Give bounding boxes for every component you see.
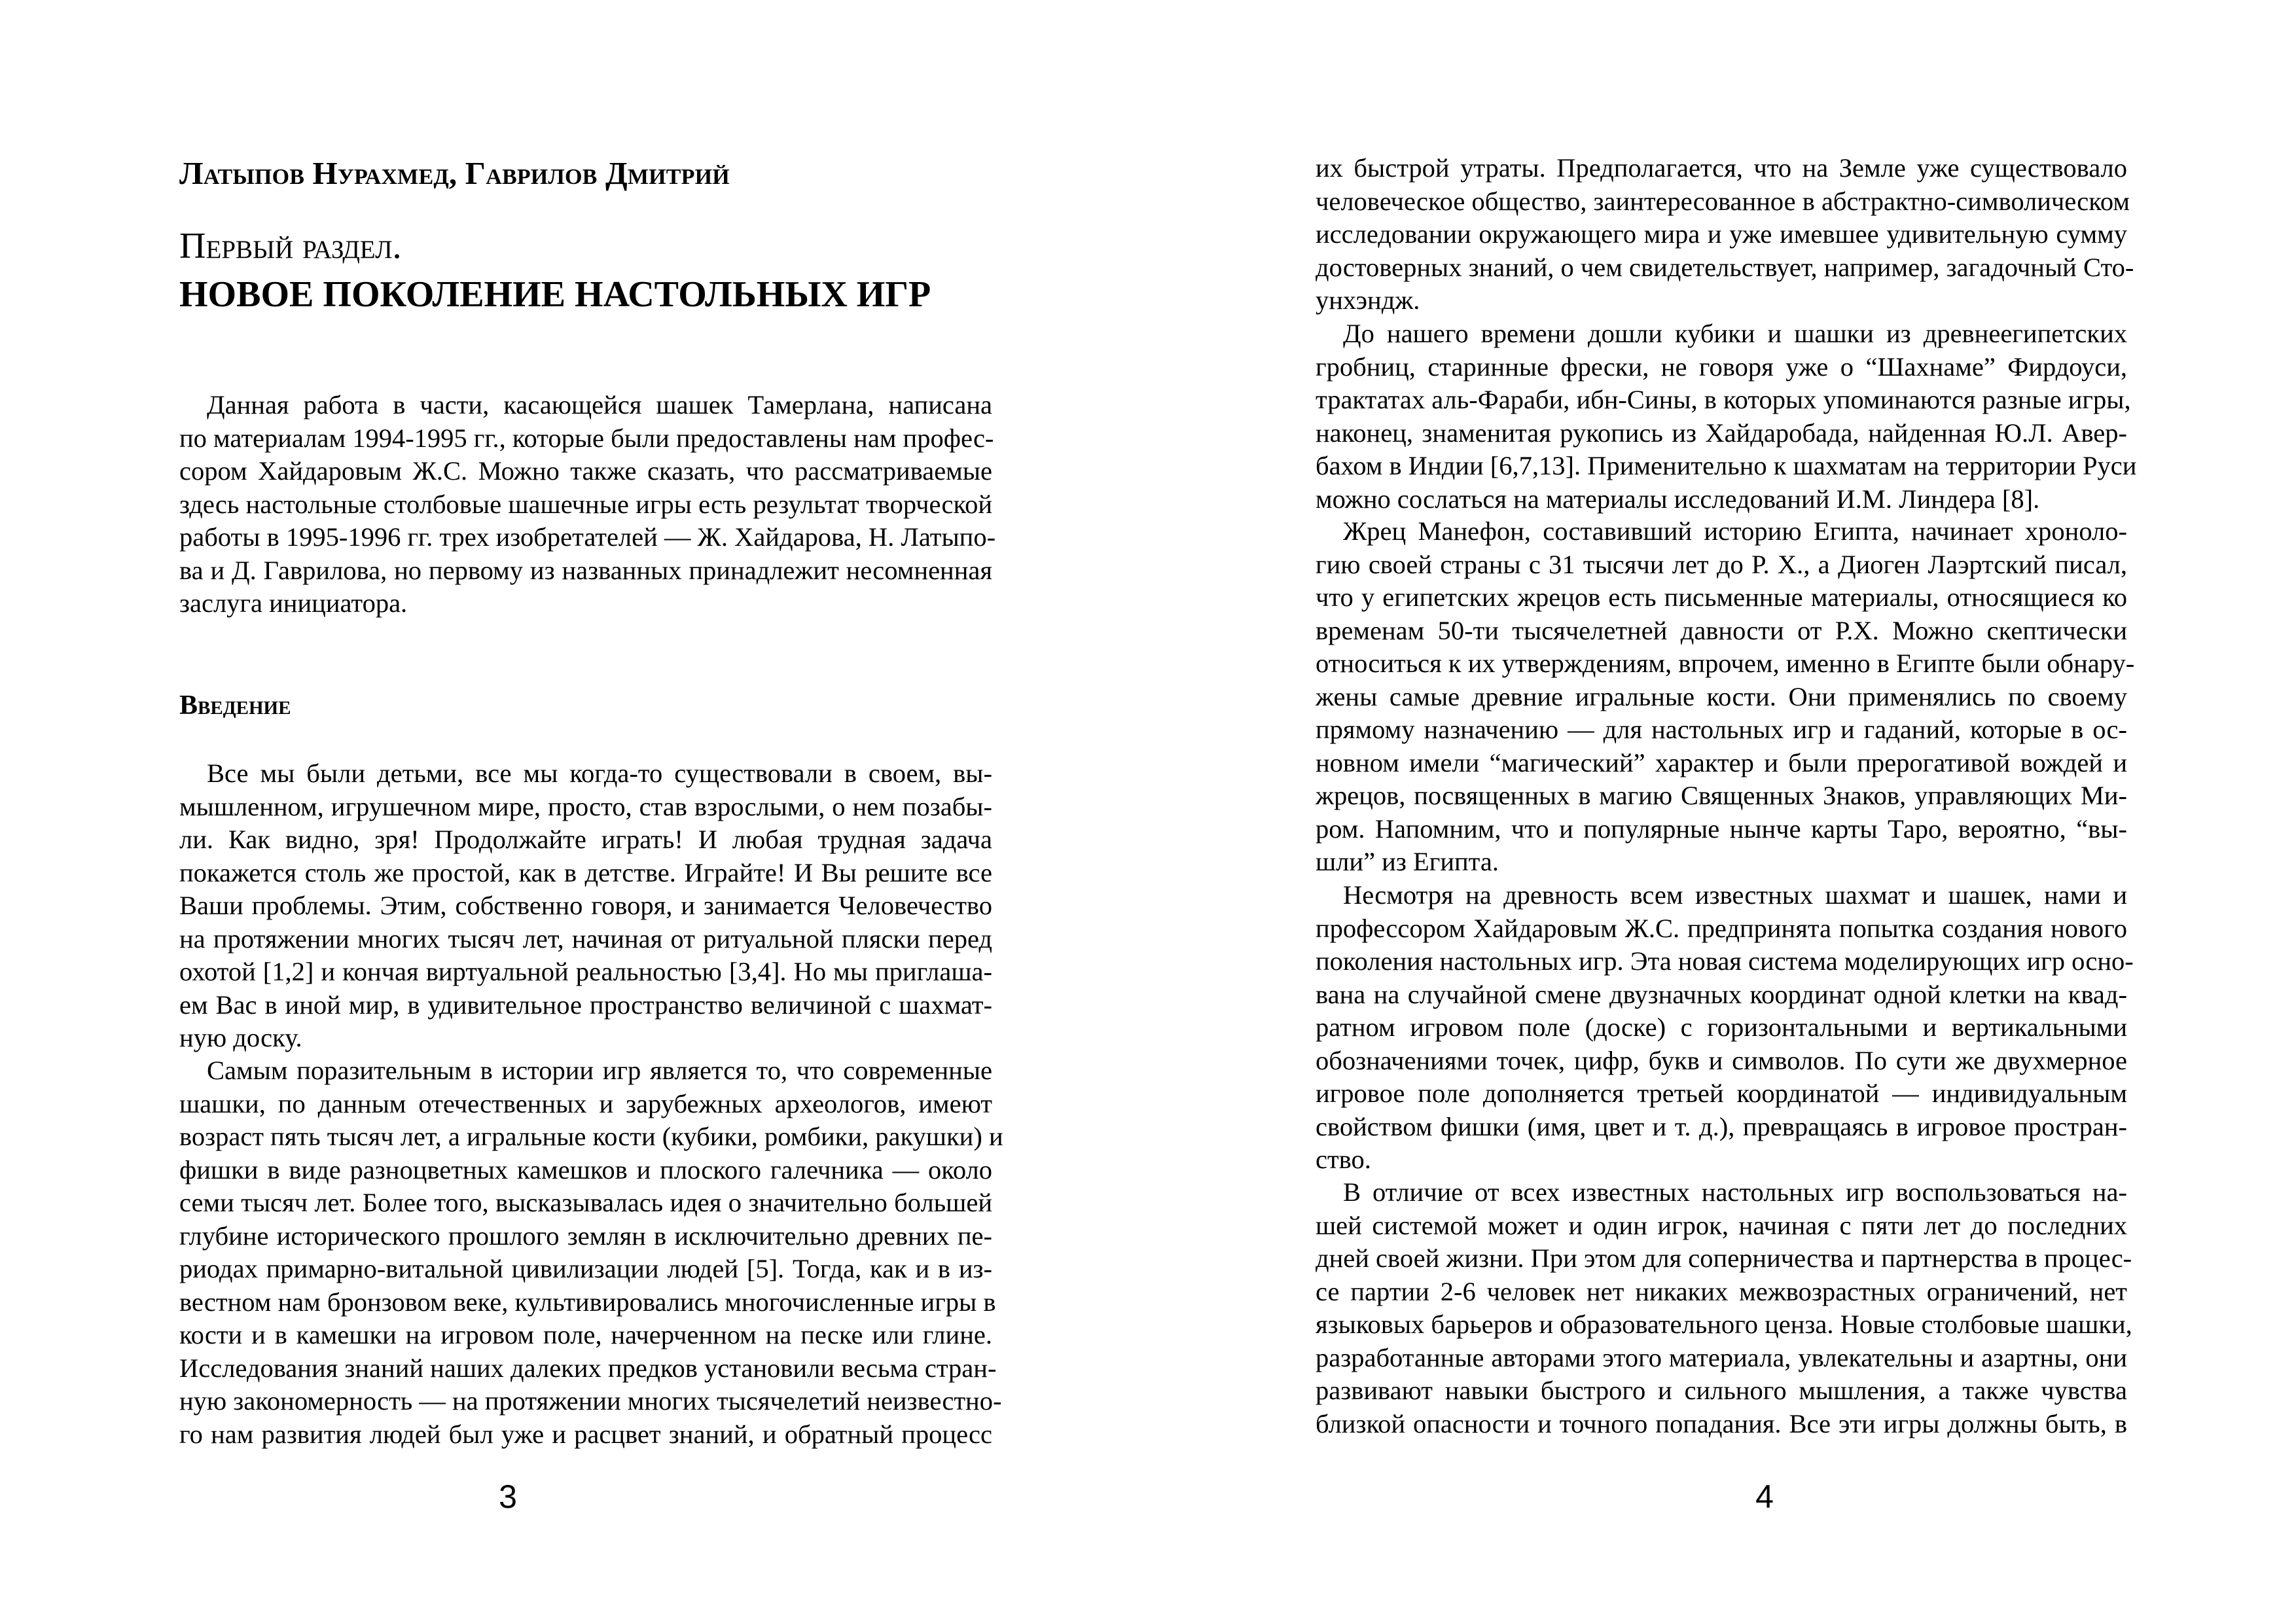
text-line: покажется столь же простой, как в детстве. Играйте! И Вы решите все bbox=[179, 857, 992, 887]
text-line: гробниц, старинные фрески, не говоря уже о “Шахнаме” Фирдоуси, bbox=[1316, 351, 2127, 382]
text-line: ва и Д. Гаврилова, но первому из названных принадлежит несомненная bbox=[179, 555, 992, 585]
text-line: До нашего времени дошли кубики и шашки из древнеегипетских bbox=[1343, 319, 2127, 348]
text-line: человеческое общество, заинтересованное в абстрактно-символическом bbox=[1316, 186, 2130, 216]
text-line: прямому назначению — для настольных игр и гаданий, которые в ос- bbox=[1316, 715, 2127, 744]
text-line: языковых барьеров и образовательного ценза. Новые столбовые шашки, bbox=[1316, 1310, 2132, 1339]
text-line: наконец, знаменитая рукопись из Хайдаробада, найденная Ю.Л. Авер- bbox=[1316, 418, 2127, 448]
right-paragraph-4 bbox=[1316, 879, 2134, 1177]
right-paragraph-5 bbox=[1316, 1176, 2132, 1440]
text-line: ратном игровом поле (доске) с горизонтальными и вертикальными bbox=[1316, 1012, 2127, 1042]
text-line: жены самые древние игральные кости. Они применялись по своему bbox=[1316, 681, 2127, 711]
text-line: Исследования знаний наших далеких предков установили весьма стран- bbox=[179, 1353, 997, 1383]
text-line: Несмотря на древность всем известных шахмат и шашек, нами и bbox=[1343, 880, 2127, 910]
text-line: новном имели “магический” характер и были прерогативой вождей и bbox=[1316, 747, 2127, 777]
text-line: сором Хайдаровым Ж.С. Можно также сказать, что рассматриваемые bbox=[179, 456, 992, 486]
right-page bbox=[1148, 0, 2296, 1623]
text-line: ли. Как видно, зря! Продолжайте играть! И любая трудная задача bbox=[179, 825, 992, 854]
text-line: глубине исторического прошлого землян в исключительно древних пе- bbox=[179, 1221, 992, 1251]
text-line: близкой опасности и точного попадания. Все эти игры должны быть, в bbox=[1316, 1408, 2127, 1438]
text-line: относиться к их утверждениям, впрочем, именно в Египте были обнару- bbox=[1316, 649, 2135, 678]
text-line: разработанные авторами этого материала, увлекательны и азартны, они bbox=[1316, 1342, 2127, 1372]
text-line: развивают навыки быстрого и сильного мышления, а также чувства bbox=[1316, 1376, 2127, 1405]
text-line: ство. bbox=[1316, 1145, 1371, 1174]
text-line: унхэндж. bbox=[1316, 285, 1420, 315]
text-line: шей системой может и один игрок, начиная с пяти лет до последних bbox=[1316, 1210, 2127, 1240]
text-line: В отличие от всех известных настольных игр воспользоваться на- bbox=[1343, 1177, 2127, 1207]
text-line: охотой [1,2] и кончая виртуальной реальностью [3,4]. Но мы приглаша- bbox=[179, 957, 992, 986]
text-line: се партии 2-6 человек нет никаких межвозрастных ограничений, нет bbox=[1316, 1276, 2127, 1306]
introduction-paragraph-1 bbox=[179, 757, 992, 1055]
text-line: гию своей страны с 31 тысячи лет до Р. Х., а Диоген Лаэртский писал, bbox=[1316, 549, 2127, 579]
text-line: вана на случайной смене двузначных координат одной клетки на квад- bbox=[1316, 979, 2127, 1009]
text-line: можно сослаться на материалы исследований И.М. Линдера [8]. bbox=[1316, 484, 2040, 514]
text-line: вестном нам бронзовом веке, культивировались многочисленные игры в bbox=[179, 1287, 996, 1317]
text-line: временам 50-ти тысячелетней давности от Р.Х. Можно скептически bbox=[1316, 615, 2127, 645]
authors: Латыпов Нурахмед, Гаврилов Дмитрий bbox=[179, 155, 730, 191]
text-line: ную доску. bbox=[179, 1023, 302, 1052]
introduction-heading: Введение bbox=[179, 690, 291, 721]
text-line: кости и в камешки на игровом поле, начерченном на песке или глине. bbox=[179, 1320, 992, 1349]
text-line: заслуга инициатора. bbox=[179, 588, 408, 618]
text-line: шли” из Египта. bbox=[1316, 847, 1499, 876]
text-line: го нам развития людей был уже и расцвет знаний, и обратный процесс bbox=[179, 1419, 992, 1449]
right-paragraph-2 bbox=[1316, 317, 2137, 516]
text-line: игровое поле дополняется третьей координатой — индивидуальным bbox=[1316, 1079, 2127, 1108]
text-line: по материалам 1994-1995 гг., которые были предоставлены нам профес- bbox=[179, 423, 994, 453]
right-paragraph-3 bbox=[1316, 515, 2135, 879]
text-line: достоверных знаний, о чем свидетельствует, например, загадочный Сто- bbox=[1316, 252, 2134, 282]
text-line: риодах примарно-витальной цивилизации людей [5]. Тогда, как и в из- bbox=[179, 1254, 992, 1283]
text-line: Данная работа в части, касающейся шашек Тамерлана, написана bbox=[207, 390, 992, 419]
text-line: профессором Хайдаровым Ж.С. предпринята попытка создания нового bbox=[1316, 913, 2127, 943]
text-line: бахом в Индии [6,7,13]. Применительно к шахматам на территории Руси bbox=[1316, 451, 2137, 480]
text-line: Ваши проблемы. Этим, собственно говоря, и занимается Человечество bbox=[179, 891, 992, 920]
text-line: ем Вас в иной мир, в удивительное пространство величиной с шахмат- bbox=[179, 990, 992, 1020]
text-line: на протяжении многих тысяч лет, начиная от ритуальной пляски перед bbox=[179, 923, 992, 954]
section-label: Первый раздел. bbox=[179, 226, 402, 266]
text-line: исследовании окружающего мира и уже имевшее удивительную сумму bbox=[1316, 219, 2127, 249]
text-line: дней своей жизни. При этом для соперничества и партнерства в процес- bbox=[1316, 1243, 2132, 1273]
text-line: поколения настольных игр. Эта новая система моделирующих игр осно- bbox=[1316, 946, 2134, 976]
right-paragraph-1 bbox=[1316, 152, 2134, 317]
text-line: работы в 1995-1996 гг. трех изобретателей — Ж. Хайдарова, Н. Латыпо- bbox=[179, 522, 996, 552]
introduction-paragraph-2 bbox=[179, 1054, 1003, 1451]
intro-paragraph bbox=[179, 389, 996, 620]
text-line: свойством фишки (имя, цвет и т. д.), превращаясь в игровое простран- bbox=[1316, 1111, 2127, 1141]
text-line: возраст пять тысяч лет, а игральные кости (кубики, ромбики, ракушки) и bbox=[179, 1122, 1003, 1151]
text-line: шашки, по данным отечественных и зарубежных археологов, имеют bbox=[179, 1088, 992, 1118]
text-line: фишки в виде разноцветных камешков и плоского галечника — около bbox=[179, 1154, 992, 1185]
text-line: ром. Напомним, что и популярные нынче карты Таро, вероятно, “вы- bbox=[1316, 813, 2127, 844]
text-line: их быстрой утраты. Предполагается, что на Земле уже существовало bbox=[1316, 153, 2127, 183]
text-line: что у египетских жрецов есть письменные материалы, относящиеся ко bbox=[1316, 582, 2127, 612]
page-number-right: 4 bbox=[1755, 1478, 1774, 1515]
text-line: здесь настольные столбовые шашечные игры есть результат творческой bbox=[179, 489, 992, 519]
text-line: семи тысяч лет. Более того, высказывалась идея о значительно большей bbox=[179, 1188, 992, 1217]
text-line: Жрец Манефон, составивший историю Египта, начинает хроноло- bbox=[1343, 516, 2127, 546]
section-title: НОВОЕ ПОКОЛЕНИЕ НАСТОЛЬНЫХ ИГР bbox=[179, 274, 931, 315]
text-line: трактатах аль-Фараби, ибн-Сины, в которых упоминаются разные игры, bbox=[1316, 385, 2131, 414]
page-number-left: 3 bbox=[499, 1478, 517, 1515]
text-line: обозначениями точек, цифр, букв и символов. По сути же двухмерное bbox=[1316, 1045, 2127, 1075]
text-line: Самым поразительным в истории игр является то, что современные bbox=[207, 1056, 992, 1085]
text-line: жрецов, посвященных в магию Священных Знаков, управляющих Ми- bbox=[1316, 781, 2127, 810]
text-line: ную закономерность — на протяжении многих тысячелетий неизвестно- bbox=[179, 1386, 1002, 1416]
text-line: мышленном, игрушечном мире, просто, став взрослыми, о нем позабы- bbox=[179, 791, 992, 821]
text-line: Все мы были детьми, все мы когда-то существовали в своем, вы- bbox=[207, 758, 992, 788]
